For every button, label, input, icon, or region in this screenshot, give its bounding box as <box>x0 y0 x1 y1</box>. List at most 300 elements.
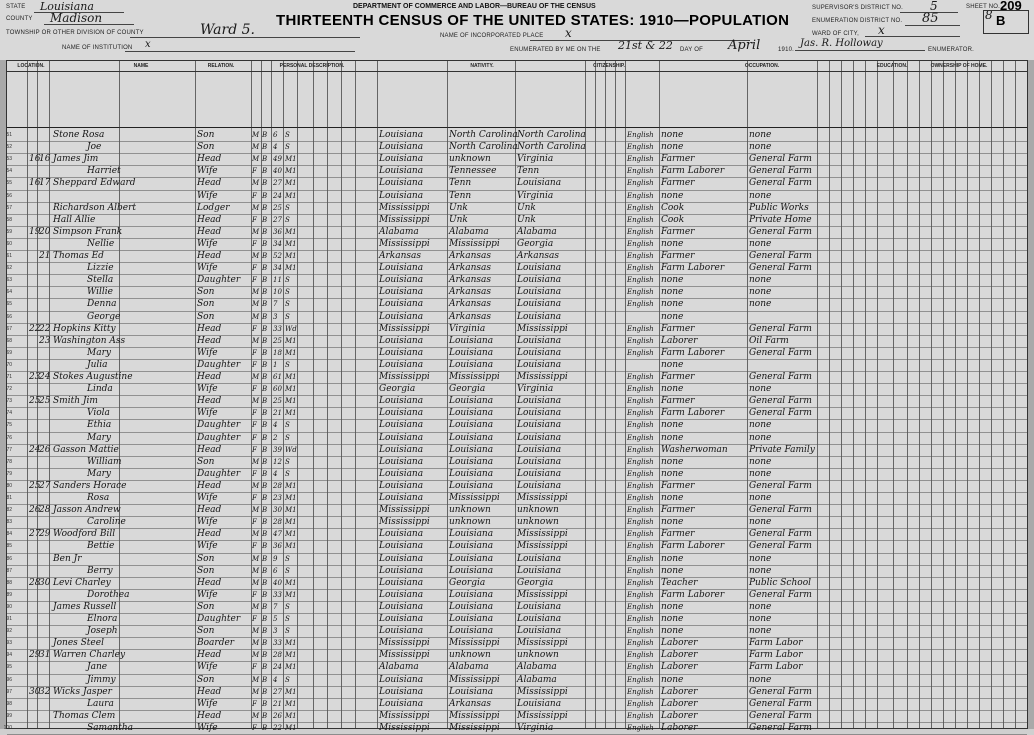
cell-relation: Head <box>197 178 222 189</box>
cell-race: B <box>262 215 268 224</box>
cell-father: Alabama <box>449 662 489 673</box>
cell-race: B <box>262 409 268 418</box>
cell-mother: Georgia <box>517 238 554 249</box>
cell-trade: none <box>661 517 684 528</box>
cell-dwelling: 23 <box>29 372 41 382</box>
institution-label: NAME OF INSTITUTION <box>62 45 133 51</box>
cell-mother: Louisiana <box>517 287 562 298</box>
col-location: LOCATION. <box>17 63 45 69</box>
cell-industry: none <box>749 565 772 576</box>
census-header <box>0 0 1034 62</box>
cell-status: M1 <box>285 518 297 527</box>
cell-industry: none <box>749 493 772 503</box>
cell-sex: M <box>252 530 260 539</box>
cell-language: English <box>627 723 654 732</box>
county-value: Madison <box>50 11 103 25</box>
cell-family: 27 <box>39 480 51 491</box>
cell-sex: M <box>252 155 260 164</box>
cell-name: Linda <box>87 384 113 395</box>
township-underline <box>130 37 360 38</box>
cell-status: M1 <box>285 167 297 176</box>
cell-language: English <box>627 445 654 454</box>
cell-name: Joe <box>87 142 102 153</box>
cell-family: 31 <box>39 650 51 661</box>
cell-language: English <box>627 457 654 466</box>
cell-language: English <box>627 494 654 502</box>
cell-age: 26 <box>273 711 282 720</box>
cell-language: English <box>627 203 654 212</box>
cell-language: English <box>627 373 654 381</box>
cell-dwelling: 26 <box>29 505 41 516</box>
row-number: 57 <box>6 204 12 211</box>
cell-status: Wd <box>285 324 297 333</box>
cell-relation: Wife <box>197 662 218 673</box>
cell-mother: Louisiana <box>517 335 562 346</box>
cell-sex: M <box>252 711 260 720</box>
cell-status: S <box>285 143 290 152</box>
enumeration-label: ENUMERATION DISTRICT NO. <box>812 18 903 24</box>
cell-name: Warren Charley <box>53 650 126 661</box>
cell-race: B <box>262 651 268 660</box>
row-number: 52 <box>6 144 12 151</box>
cell-trade: Farm Laborer <box>661 408 725 419</box>
cell-language: English <box>627 506 654 515</box>
cell-father: Louisiana <box>449 432 494 443</box>
cell-language: English <box>627 264 654 273</box>
cell-sex: F <box>252 239 257 248</box>
row-number: 58 <box>6 216 12 223</box>
cell-birth: Mississippi <box>379 505 430 516</box>
row-number: 74 <box>6 410 12 417</box>
cell-trade: Farmer <box>661 529 695 540</box>
cell-trade: Laborer <box>661 638 698 649</box>
cell-sex: M <box>252 457 260 466</box>
cell-race: B <box>262 397 268 406</box>
cell-mother: Louisiana <box>517 553 562 564</box>
cell-birth: Louisiana <box>379 541 424 552</box>
cell-age: 36 <box>273 542 282 551</box>
cell-race: B <box>262 566 268 575</box>
cell-dwelling: 30 <box>29 686 41 697</box>
row-number: 62 <box>6 265 12 272</box>
cell-birth: Mississippi <box>379 202 430 213</box>
cell-age: 61 <box>273 373 282 381</box>
county-underline <box>44 24 134 25</box>
row-number: 64 <box>6 289 12 296</box>
cell-sex: F <box>252 324 257 333</box>
cell-dwelling: 25 <box>29 480 41 491</box>
cell-father: Mississippi <box>449 493 500 503</box>
cell-sex: F <box>252 409 257 418</box>
cell-status: S <box>285 312 290 321</box>
cell-name: Willie <box>87 287 113 298</box>
cell-family: 21 <box>39 251 51 261</box>
cell-race: B <box>262 433 268 442</box>
cell-sex: M <box>252 506 260 515</box>
cell-age: 21 <box>273 409 282 418</box>
cell-relation: Son <box>197 601 215 612</box>
cell-sex: M <box>252 312 260 321</box>
cell-birth: Louisiana <box>379 589 424 600</box>
cell-name: William <box>87 456 122 467</box>
cell-name: Stone Rosa <box>53 130 105 140</box>
row-number: 60 <box>6 240 12 247</box>
cell-relation: Wife <box>197 190 218 201</box>
cell-father: Virginia <box>449 323 486 334</box>
col-relation: RELATION. <box>207 63 235 69</box>
cell-status: S <box>285 469 290 478</box>
cell-name: Sanders Horace <box>53 480 127 491</box>
cell-race: B <box>262 506 268 515</box>
cell-mother: Louisiana <box>517 299 562 310</box>
cell-relation: Head <box>197 323 222 334</box>
cell-relation: Lodger <box>197 202 230 213</box>
cell-race: B <box>262 711 268 720</box>
cell-birth: Louisiana <box>379 601 424 612</box>
cell-family: 25 <box>39 396 51 407</box>
cell-mother: Arkansas <box>517 251 560 261</box>
cell-relation: Head <box>197 214 222 225</box>
cell-sex: M <box>252 179 260 188</box>
cell-status: S <box>285 203 290 212</box>
cell-name: Jasson Andrew <box>53 505 121 516</box>
cell-language: English <box>627 639 654 648</box>
row-number: 79 <box>6 470 12 477</box>
cell-relation: Boarder <box>197 638 235 649</box>
cell-mother: Alabama <box>517 662 557 673</box>
cell-race: B <box>262 554 268 563</box>
cell-industry: none <box>749 517 772 528</box>
cell-industry: none <box>749 142 772 153</box>
cell-sex: F <box>252 264 257 273</box>
cell-age: 34 <box>273 239 282 248</box>
cell-status: S <box>285 457 290 466</box>
cell-relation: Daughter <box>197 468 241 479</box>
cell-family: 20 <box>39 226 51 237</box>
row-number: 73 <box>6 398 12 405</box>
cell-age: 34 <box>273 264 282 273</box>
cell-race: B <box>262 373 268 381</box>
cell-father: Louisiana <box>449 529 494 540</box>
cell-birth: Louisiana <box>379 299 424 310</box>
cell-race: B <box>262 288 268 297</box>
cell-family: 29 <box>39 529 51 540</box>
cell-industry: none <box>749 432 772 443</box>
cell-birth: Louisiana <box>379 335 424 346</box>
cell-birth: Louisiana <box>379 154 424 165</box>
cell-name: Jones Steel <box>53 638 104 649</box>
cell-race: B <box>262 615 268 623</box>
cell-mother: unknown <box>517 650 559 661</box>
cell-family: 32 <box>39 686 51 697</box>
col-name: NAME <box>133 63 149 69</box>
cell-sex: M <box>252 566 260 575</box>
cell-birth: Louisiana <box>379 456 424 467</box>
cell-status: M1 <box>285 397 297 406</box>
cell-industry: Oil Farm <box>749 335 789 346</box>
cell-father: Louisiana <box>449 420 494 431</box>
cell-birth: Louisiana <box>379 553 424 564</box>
cell-language: English <box>627 167 654 176</box>
cell-mother: Mississippi <box>517 589 568 600</box>
cell-father: Louisiana <box>449 686 494 697</box>
cell-relation: Daughter <box>197 432 241 443</box>
cell-sex: M <box>252 602 260 611</box>
census-grid <box>3 60 1028 733</box>
row-number: 59 <box>6 228 12 235</box>
cell-birth: Louisiana <box>379 275 424 286</box>
cell-trade: none <box>661 432 684 443</box>
cell-race: B <box>262 131 268 139</box>
cell-relation: Head <box>197 226 222 237</box>
cell-industry: General Farm <box>749 178 812 189</box>
cell-trade: Farm Laborer <box>661 166 725 177</box>
cell-relation: Wife <box>197 722 218 733</box>
cell-family: 28 <box>39 505 51 516</box>
cell-relation: Wife <box>197 166 218 177</box>
cell-trade: Farmer <box>661 323 695 334</box>
cell-status: S <box>285 131 290 139</box>
cell-age: 7 <box>273 300 278 309</box>
row-number: 99 <box>6 712 12 719</box>
cell-trade: none <box>661 674 684 685</box>
cell-father: Mississippi <box>449 238 500 249</box>
cell-trade: none <box>661 311 684 322</box>
cell-father: Louisiana <box>449 468 494 479</box>
cell-name: Sheppard Edward <box>53 178 136 189</box>
cell-dwelling: 24 <box>29 444 41 455</box>
cell-status: M1 <box>285 711 297 720</box>
cell-industry: General Farm <box>749 372 812 382</box>
cell-birth: Louisiana <box>379 130 424 140</box>
cell-mother: Tenn <box>517 166 540 177</box>
cell-age: 24 <box>273 191 282 200</box>
cell-mother: Louisiana <box>517 601 562 612</box>
cell-mother: Louisiana <box>517 347 562 358</box>
supervisor-label: SUPERVISOR'S DISTRICT NO. <box>812 5 903 11</box>
cell-dwelling: 16 <box>29 178 41 189</box>
cell-race: B <box>262 385 268 394</box>
cell-industry: none <box>749 674 772 685</box>
cell-language: English <box>627 324 654 333</box>
cell-birth: Mississippi <box>379 638 430 649</box>
cell-trade: Farm Laborer <box>661 263 725 274</box>
row-number: 92 <box>6 628 12 635</box>
row-number: 85 <box>6 543 12 550</box>
cell-name: Levi Charley <box>53 577 111 588</box>
cell-language: English <box>627 385 654 394</box>
cell-industry: General Farm <box>749 589 812 600</box>
cell-father: Louisiana <box>449 444 494 455</box>
cell-trade: Laborer <box>661 650 698 661</box>
cell-race: B <box>262 360 268 369</box>
cell-race: B <box>262 167 268 176</box>
cell-birth: Louisiana <box>379 432 424 443</box>
cell-name: Ethia <box>87 420 112 431</box>
cell-father: Tennessee <box>449 166 497 177</box>
cell-trade: Farmer <box>661 251 695 261</box>
cell-relation: Wife <box>197 517 218 528</box>
cell-age: 6 <box>273 131 278 139</box>
cell-language: English <box>627 433 654 442</box>
row-number: 77 <box>6 446 12 453</box>
cell-race: B <box>262 639 268 648</box>
cell-sex: F <box>252 167 257 176</box>
cell-name: Jane <box>87 662 108 673</box>
cell-birth: Louisiana <box>379 287 424 298</box>
row-number: 56 <box>6 192 12 199</box>
cell-race: B <box>262 421 268 430</box>
row-number: 70 <box>6 361 12 368</box>
cell-birth: Louisiana <box>379 674 424 685</box>
cell-sex: M <box>252 554 260 563</box>
cell-father: Arkansas <box>449 311 492 322</box>
cell-sex: M <box>252 578 260 587</box>
cell-language: English <box>627 155 654 164</box>
cell-language: English <box>627 627 654 636</box>
cell-relation: Son <box>197 142 215 153</box>
cell-father: Unk <box>449 202 468 213</box>
cell-age: 28 <box>273 651 282 660</box>
row-number: 76 <box>6 434 12 441</box>
cell-birth: Louisiana <box>379 142 424 153</box>
cell-sex: M <box>252 143 260 152</box>
cell-mother: Mississippi <box>517 638 568 649</box>
cell-sex: F <box>252 385 257 394</box>
cell-language: English <box>627 252 654 260</box>
cell-mother: Louisiana <box>517 444 562 455</box>
cell-trade: Farm Laborer <box>661 347 725 358</box>
cell-birth: Alabama <box>379 226 419 237</box>
cell-name: Samantha <box>87 722 134 733</box>
cell-race: B <box>262 518 268 527</box>
cell-mother: Alabama <box>517 674 557 685</box>
cell-father: unknown <box>449 517 491 528</box>
cell-race: B <box>262 348 268 357</box>
state-value: Louisiana <box>40 0 94 13</box>
cell-race: B <box>262 203 268 212</box>
cell-trade: Farmer <box>661 154 695 165</box>
cell-relation: Son <box>197 626 215 637</box>
cell-industry: General Farm <box>749 347 812 358</box>
cell-trade: none <box>661 299 684 310</box>
cell-mother: Louisiana <box>517 698 562 709</box>
cell-race: B <box>262 324 268 333</box>
cell-age: 5 <box>273 615 278 623</box>
cell-status: M1 <box>285 723 297 732</box>
cell-status: S <box>285 288 290 297</box>
cell-name: Woodford Bill <box>53 529 116 540</box>
cell-mother: Mississippi <box>517 686 568 697</box>
cell-sex: F <box>252 590 257 599</box>
cell-status: S <box>285 300 290 309</box>
cell-sex: F <box>252 469 257 478</box>
cell-relation: Head <box>197 577 222 588</box>
cell-birth: Louisiana <box>379 190 424 201</box>
cell-race: B <box>262 699 268 708</box>
cell-age: 18 <box>273 348 282 357</box>
ward-value: x <box>878 23 885 37</box>
cell-relation: Daughter <box>197 420 241 431</box>
enumerated-month: April <box>728 38 761 53</box>
cell-mother: Virginia <box>517 154 554 165</box>
supervisor-value: 5 <box>930 0 938 13</box>
cell-race: B <box>262 481 268 490</box>
row-number: 98 <box>6 700 12 707</box>
cell-relation: Son <box>197 299 215 310</box>
cell-trade: none <box>661 384 684 395</box>
cell-industry: none <box>749 238 772 249</box>
cell-industry: General Farm <box>749 396 812 407</box>
cell-trade: Washerwoman <box>661 444 728 455</box>
row-number: 90 <box>6 603 12 610</box>
cell-name: Stokes Augustine <box>53 372 133 382</box>
ward-label: WARD OF CITY, <box>812 31 859 37</box>
cell-status: M1 <box>285 651 297 660</box>
cell-sex: F <box>252 699 257 708</box>
cell-age: 24 <box>273 663 282 672</box>
cell-sex: M <box>252 687 260 696</box>
cell-relation: Son <box>197 456 215 467</box>
cell-status: M1 <box>285 590 297 599</box>
incorporated-value: x <box>565 26 572 40</box>
cell-dwelling: 16 <box>29 154 41 165</box>
cell-age: 4 <box>273 675 278 684</box>
cell-age: 47 <box>273 530 282 539</box>
cell-birth: Louisiana <box>379 178 424 189</box>
cell-mother: Mississippi <box>517 323 568 334</box>
cell-name: Hopkins Kitty <box>53 323 116 334</box>
row-number: 54 <box>6 168 12 175</box>
cell-language: English <box>627 469 654 478</box>
cell-language: English <box>627 348 654 357</box>
cell-relation: Head <box>197 154 222 165</box>
cell-name: Mary <box>87 347 111 358</box>
cell-mother: Virginia <box>517 384 554 395</box>
cell-sex: M <box>252 481 260 490</box>
cell-mother: Louisiana <box>517 565 562 576</box>
page-number: 209 <box>1000 0 1022 13</box>
sheet-box <box>983 10 1029 34</box>
cell-birth: Mississippi <box>379 372 430 382</box>
cell-father: Arkansas <box>449 263 492 274</box>
cell-race: B <box>262 143 268 152</box>
cell-age: 6 <box>273 566 278 575</box>
cell-status: M1 <box>285 663 297 672</box>
cell-age: 7 <box>273 602 278 611</box>
cell-dwelling: 28 <box>29 577 41 588</box>
cell-industry: none <box>749 299 772 310</box>
cell-name: Stella <box>87 275 114 286</box>
cell-relation: Son <box>197 130 215 140</box>
cell-industry: General Farm <box>749 251 812 261</box>
cell-father: Mississippi <box>449 638 500 649</box>
cell-race: B <box>262 723 268 732</box>
cell-race: B <box>262 542 268 551</box>
cell-status: M1 <box>285 252 297 260</box>
cell-mother: Mississippi <box>517 541 568 552</box>
cell-name: Rosa <box>87 493 110 503</box>
cell-birth: Louisiana <box>379 493 424 503</box>
cell-birth: Mississippi <box>379 238 430 249</box>
cell-language: English <box>627 179 654 188</box>
cell-trade: none <box>661 456 684 467</box>
cell-race: B <box>262 578 268 587</box>
cell-sex: M <box>252 300 260 309</box>
cell-status: S <box>285 554 290 563</box>
cell-age: 33 <box>273 590 282 599</box>
cell-trade: Farm Laborer <box>661 589 725 600</box>
